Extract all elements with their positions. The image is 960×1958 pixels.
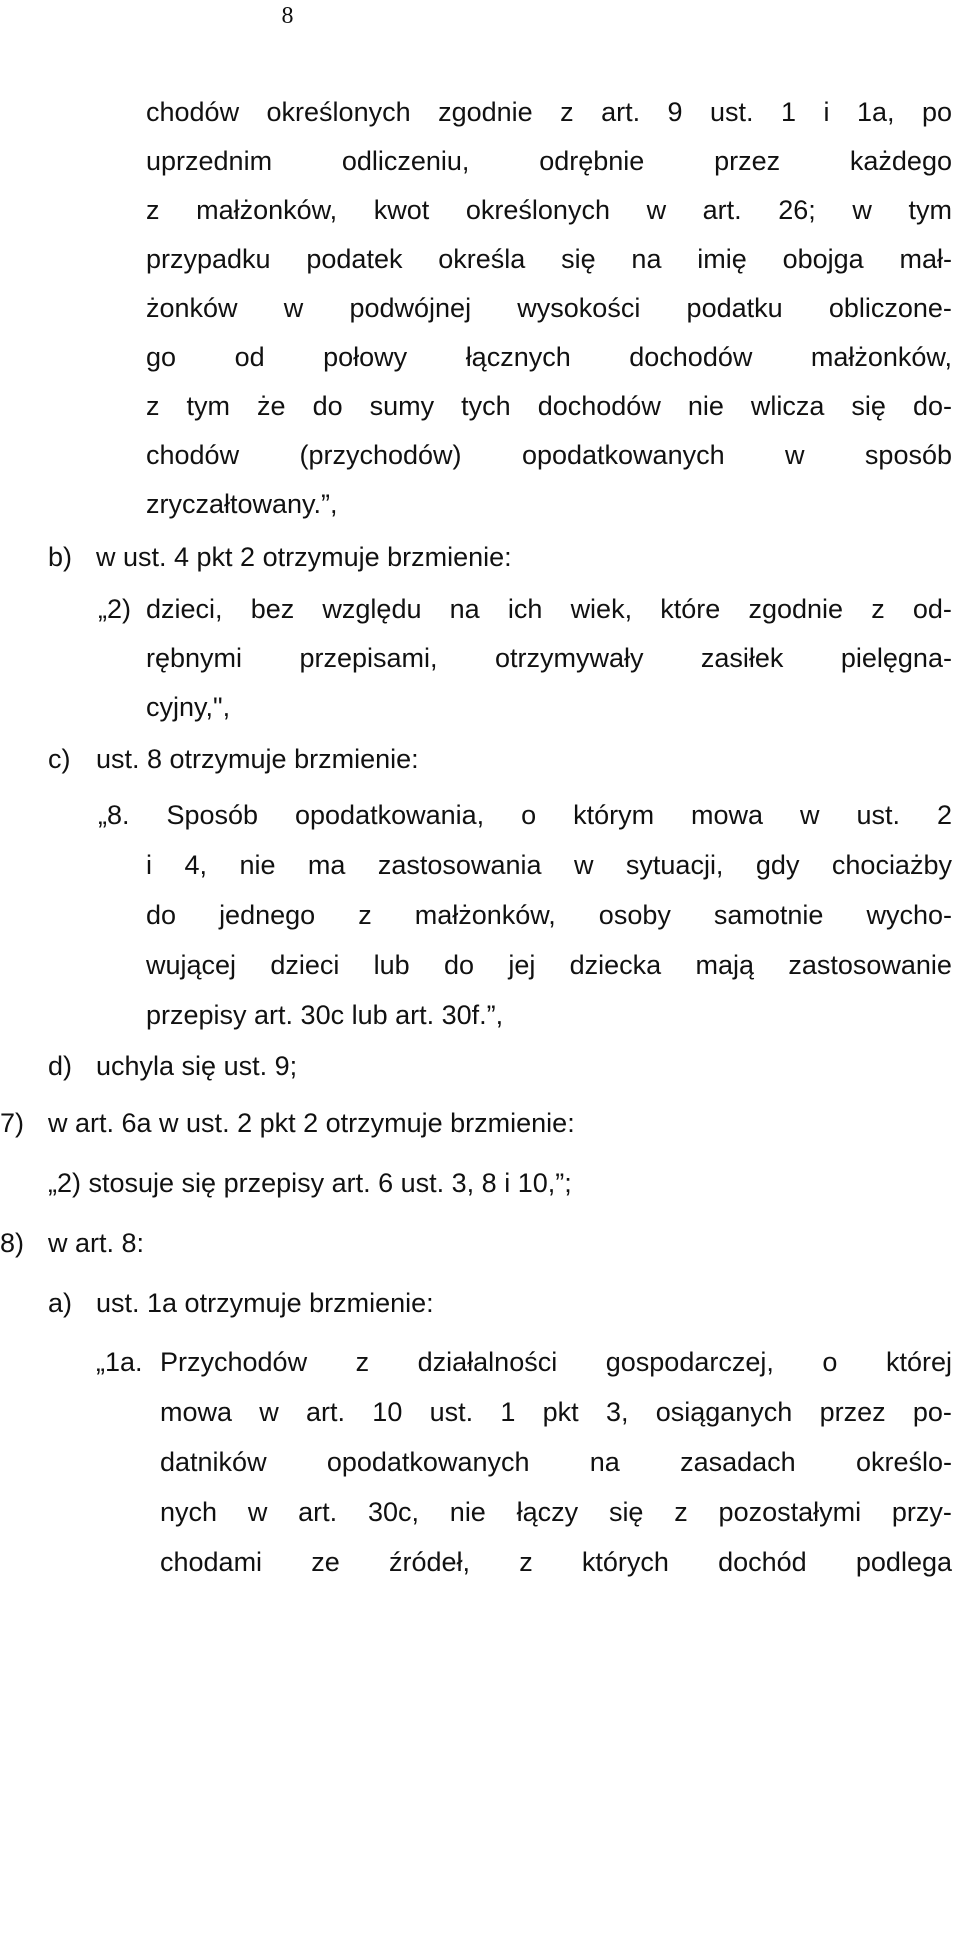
word: z — [519, 1547, 533, 1577]
continuation-line — [146, 435, 952, 475]
word: sposób — [864, 440, 952, 470]
item-8a-quote-line — [160, 1342, 952, 1382]
word: w — [247, 1497, 268, 1527]
word: kwot — [373, 195, 430, 225]
word: i — [823, 97, 830, 127]
word: i — [146, 850, 152, 880]
continuation-line: zryczałtowany.”, — [146, 489, 338, 519]
word: przez — [819, 1397, 886, 1427]
word: łącznych — [465, 342, 571, 372]
word: przypadku — [146, 244, 271, 274]
word: obojga — [782, 244, 864, 274]
item-c-quote-line — [98, 795, 952, 835]
word: 26; — [778, 195, 816, 225]
word: każdego — [849, 146, 952, 176]
word: dziecka — [569, 950, 662, 980]
word: tym — [186, 391, 231, 421]
item-b-quote-line — [146, 638, 952, 678]
word: ze — [311, 1547, 340, 1577]
word: 10 — [372, 1397, 403, 1427]
word: się — [561, 244, 596, 274]
item-b-quote-line — [146, 589, 952, 629]
word: względu — [322, 594, 422, 624]
word: określo- — [855, 1447, 952, 1477]
word: uprzednim — [146, 146, 273, 176]
word: łączy — [516, 1497, 579, 1527]
word: której — [885, 1347, 952, 1377]
word: dochodów — [629, 342, 753, 372]
word: pielęgna- — [840, 643, 952, 673]
continuation-line — [146, 239, 952, 279]
item-d-text: uchyla się ust. 9; — [96, 1051, 298, 1081]
item-b-marker: b) — [48, 542, 73, 572]
word: mają — [695, 950, 755, 980]
word: się — [851, 391, 886, 421]
word: małżonków, — [196, 195, 338, 225]
word: o — [822, 1347, 838, 1377]
word: przez — [714, 146, 781, 176]
word: osoby — [598, 900, 671, 930]
word: do — [444, 950, 475, 980]
word: na — [589, 1447, 620, 1477]
word: z — [146, 195, 160, 225]
word: źródeł, — [388, 1547, 471, 1577]
word: z — [355, 1347, 370, 1377]
word: wującej — [146, 950, 237, 980]
item-8a-quote-line — [160, 1492, 952, 1532]
word: podlega — [855, 1547, 952, 1577]
word: z — [871, 594, 885, 624]
word: 2 — [936, 800, 952, 830]
word: określonych — [465, 195, 610, 225]
word: przepisami, — [299, 643, 438, 673]
word: 1a, — [856, 97, 895, 127]
word: art. — [601, 97, 641, 127]
item-7-text: w art. 6a w ust. 2 pkt 2 otrzymuje brzmienie: — [48, 1108, 575, 1138]
word: podwójnej — [349, 293, 472, 323]
word: dochodów — [537, 391, 661, 421]
item-b-quote-line: cyjny,", — [146, 692, 231, 722]
item-8-text: w art. 8: — [48, 1228, 145, 1258]
word: że — [257, 391, 286, 421]
word: podatku — [686, 293, 783, 323]
word: 1 — [781, 97, 797, 127]
word: małżonków, — [810, 342, 952, 372]
word: do — [312, 391, 343, 421]
word: których — [581, 1547, 669, 1577]
word: opodatkowanych — [326, 1447, 530, 1477]
continuation-line — [146, 141, 952, 181]
item-8a-quote-line — [160, 1542, 952, 1582]
word: pkt — [542, 1397, 579, 1427]
page-number: 8 — [281, 3, 294, 29]
continuation-line — [146, 337, 952, 377]
word: ust. — [856, 800, 901, 830]
word: rębnymi — [146, 643, 243, 673]
item-c-quote-line — [146, 845, 952, 885]
item-8a-marker: a) — [48, 1288, 73, 1318]
word: na — [631, 244, 662, 274]
word: nych — [160, 1497, 218, 1527]
word: z — [358, 900, 372, 930]
word: z — [674, 1497, 688, 1527]
word: na — [449, 594, 480, 624]
item-c-text: ust. 8 otrzymuje brzmienie: — [96, 744, 419, 774]
word: opodatkowania, — [295, 800, 485, 830]
word: ust. — [710, 97, 754, 127]
item-c-quote-line — [146, 945, 952, 985]
item-b-text: w ust. 4 pkt 2 otrzymuje brzmienie: — [96, 542, 512, 572]
word: opodatkowanych — [521, 440, 725, 470]
word: odliczeniu, — [341, 146, 470, 176]
item-8a-text: ust. 1a otrzymuje brzmienie: — [96, 1288, 434, 1318]
word: 30c, — [367, 1497, 419, 1527]
item-c-quote-line — [146, 895, 952, 935]
item-7-marker: 7) — [0, 1108, 25, 1138]
word: samotnie — [713, 900, 824, 930]
word: przy- — [891, 1497, 952, 1527]
word: mowa — [691, 800, 764, 830]
word: osiąganych — [655, 1397, 793, 1427]
word: z — [560, 97, 574, 127]
word: zgodnie — [748, 594, 844, 624]
word: od- — [912, 594, 952, 624]
item-8a-quote-line — [160, 1442, 952, 1482]
word: jednego — [219, 900, 316, 930]
word: chodami — [160, 1547, 263, 1577]
word: 3, — [605, 1397, 629, 1427]
word: dzieci — [270, 950, 340, 980]
word: wiek, — [570, 594, 633, 624]
word: zasiłek — [700, 643, 784, 673]
item-b-quote-marker: „2) — [98, 594, 131, 624]
word: jej — [508, 950, 536, 980]
word: sytuacji, — [625, 850, 724, 880]
word: o — [521, 800, 537, 830]
word: chodów — [146, 440, 240, 470]
word: chociażby — [831, 850, 952, 880]
word: zastosowanie — [788, 950, 952, 980]
word: art. — [306, 1397, 346, 1427]
word: zastosowania — [377, 850, 542, 880]
word: w — [573, 850, 594, 880]
word: go — [146, 342, 177, 372]
word: do- — [912, 391, 952, 421]
word: zgodnie — [438, 97, 533, 127]
word: wycho- — [866, 900, 952, 930]
word: w — [646, 195, 667, 225]
word: zasadach — [680, 1447, 796, 1477]
word: wlicza — [750, 391, 825, 421]
word: w — [800, 800, 820, 830]
word: od — [234, 342, 265, 372]
word: w — [852, 195, 872, 225]
word: ust. — [429, 1397, 474, 1427]
word: odrębnie — [539, 146, 645, 176]
item-8a-quote-line — [160, 1392, 952, 1432]
word: lub — [373, 950, 410, 980]
word: sumy — [369, 391, 435, 421]
word: art. — [298, 1497, 338, 1527]
word: żonków — [146, 293, 238, 323]
word: połowy — [323, 342, 408, 372]
word: 1 — [500, 1397, 516, 1427]
item-c-quote-line: przepisy art. 30c lub art. 30f.”, — [146, 1000, 504, 1030]
word: 9 — [667, 97, 683, 127]
item-8-marker: 8) — [0, 1228, 25, 1258]
word: określonych — [266, 97, 411, 127]
word: tych — [461, 391, 511, 421]
word: dzieci, — [146, 594, 223, 624]
word: po — [921, 97, 952, 127]
word: Sposób — [166, 800, 259, 830]
word: którym — [573, 800, 655, 830]
word: bez — [250, 594, 295, 624]
continuation-line — [146, 190, 952, 230]
word: małżonków, — [414, 900, 556, 930]
word: 4, — [184, 850, 207, 880]
word: dochód — [718, 1547, 807, 1577]
word: datników — [160, 1447, 267, 1477]
word: gospodarczej, — [605, 1347, 774, 1377]
word: pozostałymi — [718, 1497, 862, 1527]
item-8a-quote-marker: „1a. — [96, 1347, 143, 1377]
word: działalności — [417, 1347, 558, 1377]
word: ich — [507, 594, 543, 624]
continuation-line — [146, 92, 952, 132]
word: w — [283, 293, 304, 323]
word: określa — [438, 244, 526, 274]
word: do — [146, 900, 177, 930]
word: mał- — [899, 244, 952, 274]
word: się — [608, 1497, 644, 1527]
item-7-quote: „2) stosuje się przepisy art. 6 ust. 3, 8 i 10,”; — [48, 1168, 572, 1198]
word: „8. — [98, 800, 130, 830]
word: tym — [908, 195, 952, 225]
word: imię — [697, 244, 747, 274]
word: chodów — [146, 97, 240, 127]
word: (przychodów) — [299, 440, 462, 470]
word: w — [259, 1397, 279, 1427]
word: ma — [307, 850, 346, 880]
word: mowa — [160, 1397, 233, 1427]
word: w — [785, 440, 805, 470]
word: otrzymywały — [494, 643, 644, 673]
word: art. — [702, 195, 742, 225]
continuation-line — [146, 288, 952, 328]
continuation-line — [146, 386, 952, 426]
word: nie — [239, 850, 276, 880]
word: gdy — [755, 850, 800, 880]
word: nie — [449, 1497, 486, 1527]
item-c-marker: c) — [48, 744, 71, 774]
word: wysokości — [517, 293, 641, 323]
item-d-marker: d) — [48, 1051, 73, 1081]
word: nie — [687, 391, 724, 421]
word: Przychodów — [160, 1347, 308, 1377]
word: które — [660, 594, 721, 624]
word: podatek — [306, 244, 403, 274]
word: obliczone- — [828, 293, 952, 323]
word: z — [146, 391, 160, 421]
word: po- — [912, 1397, 952, 1427]
